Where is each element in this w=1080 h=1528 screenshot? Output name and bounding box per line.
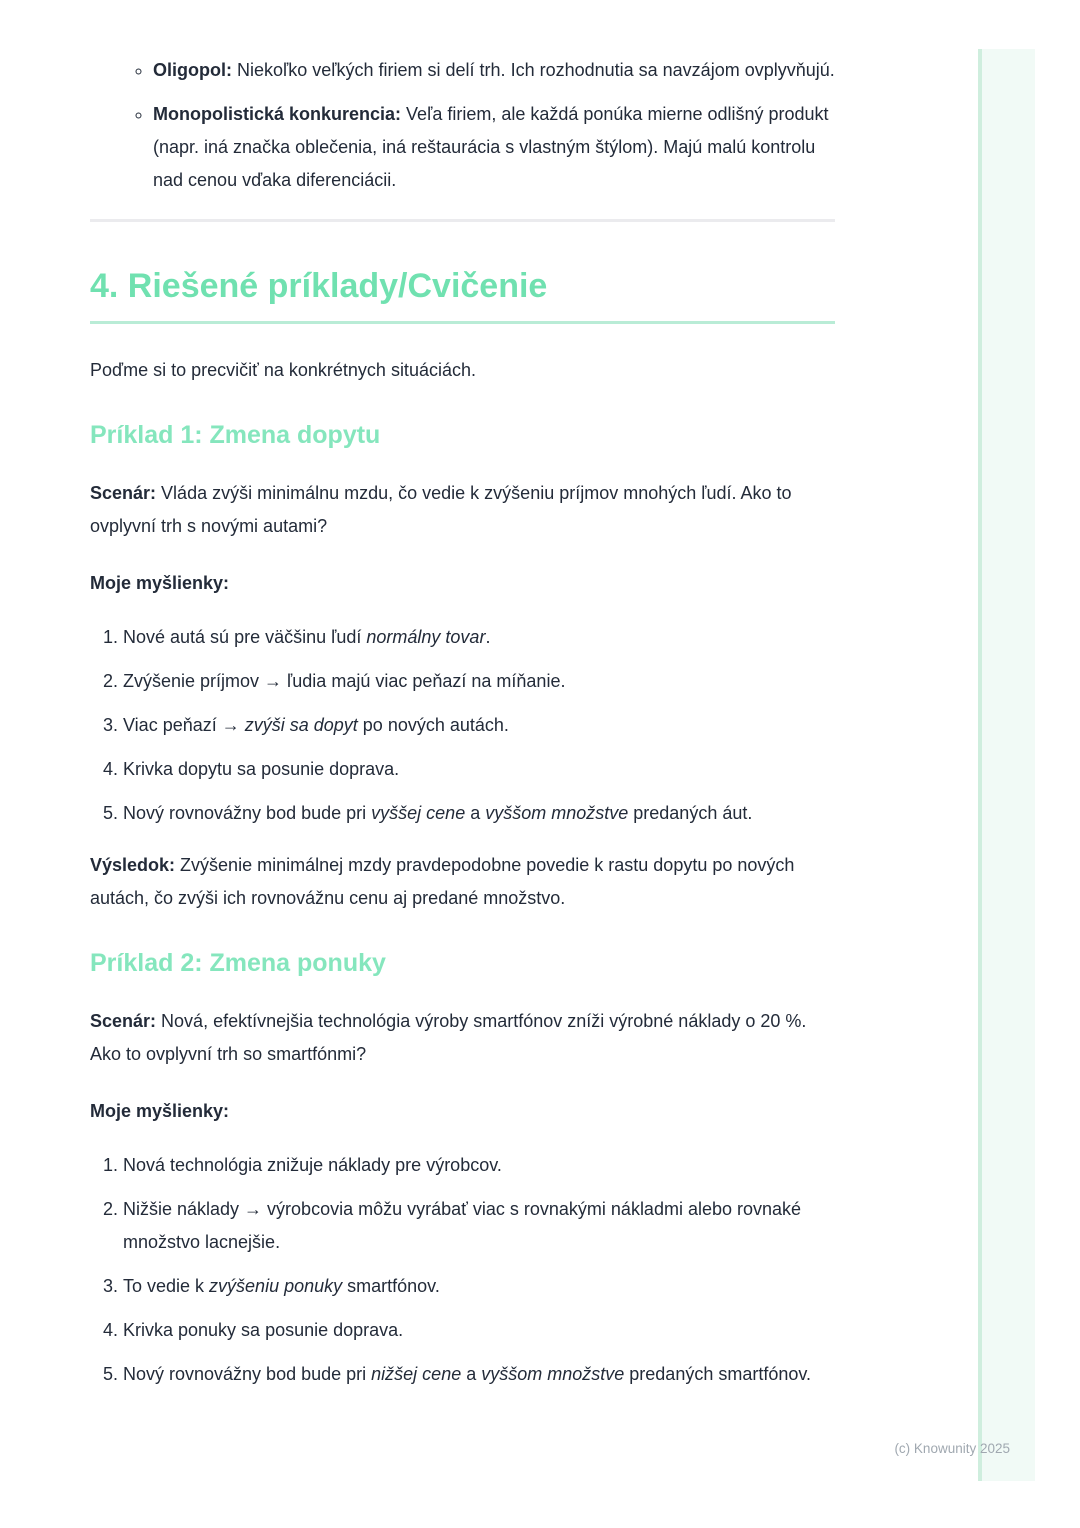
text-run: vyššom množstve xyxy=(485,803,629,823)
text-run: Zvýšenie minimálnej mzdy pravdepodobne povedie k rastu dopytu po nových autách, čo zvýši ich rovnovážnu cenu aj predané množstvo. xyxy=(90,855,795,908)
text-run: Niekoľko veľkých firiem si delí trh. Ich rozhodnutia sa navzájom ovplyvňujú. xyxy=(231,60,835,80)
section-heading: 4. Riešené príklady/Cvičenie xyxy=(90,266,835,324)
text-run: a xyxy=(461,1364,482,1384)
text-run: normálny tovar xyxy=(366,627,486,647)
text-run: zvýšeniu ponuky xyxy=(209,1276,343,1296)
text-run: Monopolistická konkurencia: xyxy=(153,104,402,124)
market-structures-list xyxy=(90,54,835,197)
text-run: vyššej cene xyxy=(371,803,466,823)
section-intro: Poďme si to precvičiť na konkrétnych situáciách. xyxy=(90,360,476,380)
text-run: Nový rovnovážny bod bude pri xyxy=(123,803,372,823)
document-content xyxy=(90,0,835,1391)
example2-heading: Príklad 2: Zmena ponuky xyxy=(90,949,386,977)
list-item xyxy=(123,1314,835,1347)
text-run: To vedie k xyxy=(123,1276,210,1296)
text-run: Výsledok: xyxy=(90,855,176,875)
text-run: Oligopol: xyxy=(153,60,232,80)
text-run: . xyxy=(485,627,491,647)
text-run: nižšej cene xyxy=(371,1364,462,1384)
text-run: predaných áut. xyxy=(628,803,753,823)
list-item xyxy=(123,1358,835,1391)
text-run: Scenár: xyxy=(90,1011,157,1031)
example1-thoughts-list xyxy=(90,621,835,830)
text-run: Nižšie náklady → výrobcovia môžu vyrábať viac s rovnakými nákladmi alebo rovnaké množstvo lacnejšie. xyxy=(123,1199,802,1252)
example1-thoughts-label: Moje myšlienky: xyxy=(90,573,230,593)
page-edge-accent-strip xyxy=(978,49,1035,1481)
text-run: Nová, efektívnejšia technológia výroby smartfónov zníži výrobné náklady o 20 %. Ako to ovplyvní trh so smartfónmi? xyxy=(90,1011,807,1064)
example1-scenario xyxy=(90,477,835,543)
list-item xyxy=(123,1193,835,1259)
text-run: vyššom množstve xyxy=(481,1364,625,1384)
text-run: Krivka dopytu sa posunie doprava. xyxy=(123,759,400,779)
text-run: po nových autách. xyxy=(357,715,509,735)
example2-thoughts-label: Moje myšlienky: xyxy=(90,1101,230,1121)
list-item xyxy=(153,54,835,87)
text-run: predaných smartfónov. xyxy=(624,1364,812,1384)
text-run: Nové autá sú pre väčšinu ľudí xyxy=(123,627,367,647)
text-run: Nová technológia znižuje náklady pre výrobcov. xyxy=(123,1155,502,1175)
text-run: smartfónov. xyxy=(342,1276,440,1296)
list-item xyxy=(123,1149,835,1182)
text-run: a xyxy=(465,803,486,823)
example1-result xyxy=(90,849,835,915)
text-run: Krivka ponuky sa posunie doprava. xyxy=(123,1320,404,1340)
text-run: Vláda zvýši minimálnu mzdu, čo vedie k zvýšeniu príjmov mnohých ľudí. Ako to ovplyvní trh s novými autami? xyxy=(90,483,792,536)
text-run: zvýši sa dopyt xyxy=(244,715,358,735)
list-item xyxy=(153,98,835,197)
list-item xyxy=(123,1270,835,1303)
text-run: Zvýšenie príjmov → ľudia majú viac peňazí na míňanie. xyxy=(123,671,566,691)
example2-scenario xyxy=(90,1005,835,1071)
text-run: Nový rovnovážny bod bude pri xyxy=(123,1364,372,1384)
list-item xyxy=(123,753,835,786)
example2-thoughts-list xyxy=(90,1149,835,1391)
text-run: Veľa firiem, ale každá ponúka mierne odlišný produkt (napr. iná značka oblečenia, iná reštaurácia s vlastným štýlom). Majú malú kontrolu nad cenou vďaka diferenciácii. xyxy=(153,104,829,190)
section-divider xyxy=(90,219,835,222)
text-run: Scenár: xyxy=(90,483,157,503)
example1-heading: Príklad 1: Zmena dopytu xyxy=(90,421,381,449)
copyright-notice: (c) Knowunity 2025 xyxy=(894,1441,1010,1456)
list-item xyxy=(123,797,835,830)
list-item xyxy=(123,621,835,654)
list-item xyxy=(123,665,835,698)
text-run: Viac peňazí → xyxy=(123,715,245,735)
list-item xyxy=(123,709,835,742)
